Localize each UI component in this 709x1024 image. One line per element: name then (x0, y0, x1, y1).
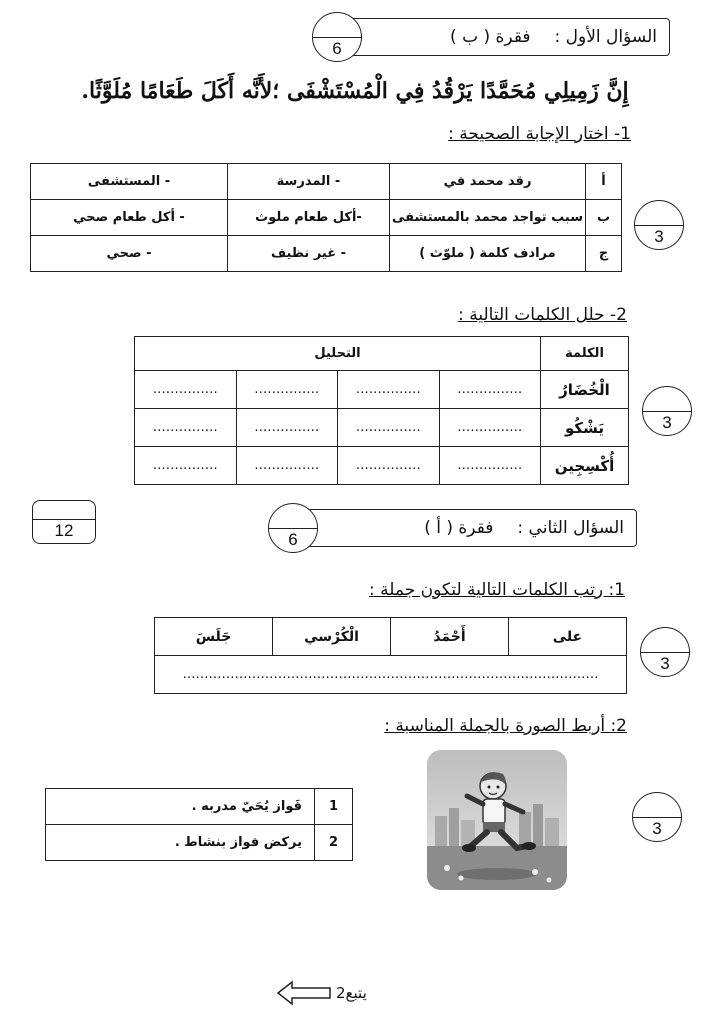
section-3-score: 3 (640, 627, 690, 677)
table-row (135, 371, 629, 409)
option-1[interactable]: - المدرسة (228, 164, 390, 200)
question-2-part: فقرة ( أ ) (424, 518, 494, 538)
section-1-score: 3 (634, 200, 684, 250)
continue-indicator[interactable] (276, 980, 367, 1006)
sentence-text[interactable]: يركض فواز بنشاط . (46, 825, 315, 861)
section-1-heading: 1- اختار الإجابة الصحيحة : (448, 124, 631, 144)
answer-blank[interactable]: …………… (135, 447, 237, 485)
continue-label: يتبع2 (336, 984, 367, 1002)
answer-blank[interactable]: …………… (236, 409, 338, 447)
question-1-part: فقرة ( ب ) (450, 27, 531, 47)
total-score: 12 (32, 500, 96, 544)
word-cell: الْخُضَارُ (541, 371, 629, 409)
reading-passage: إِنَّ زَمِيلِي مُحَمَّدًا يَرْقُدُ فِي الْمُسْتَشْفَى ؛لأَنَّه أَكَلَ طَعَامًا مُلَوَّثًا. (81, 78, 629, 104)
section-2-score: 3 (642, 386, 692, 436)
question-text: رقد محمد في (390, 164, 586, 200)
analysis-table (134, 336, 629, 485)
answer-blank[interactable]: …………… (135, 409, 237, 447)
mcq-table (30, 163, 622, 272)
question-text: مرادف كلمة ( ملوّث ) (390, 236, 586, 272)
answer-blank[interactable]: …………… (439, 447, 541, 485)
table-row (46, 789, 353, 825)
row-letter: ب (586, 200, 622, 236)
option-1[interactable]: -أكل طعام ملوث (228, 200, 390, 236)
column-analysis-header: التحليل (135, 337, 541, 371)
answer-blank[interactable]: …………… (135, 371, 237, 409)
table-row (135, 409, 629, 447)
table-row (31, 236, 622, 272)
question-2-header (300, 509, 637, 547)
question-1-score: 6 (312, 12, 362, 62)
running-boy-picture[interactable] (427, 750, 567, 890)
question-1-header (340, 18, 670, 56)
section-3-heading: 1: رتب الكلمات التالية لتكون جملة : (369, 580, 625, 600)
table-row (135, 447, 629, 485)
matching-table (45, 788, 353, 861)
table-row (135, 337, 629, 371)
table-row (31, 164, 622, 200)
question-2-title: السؤال الثاني : (517, 518, 624, 538)
word-cell[interactable]: الْكُرْسي (273, 618, 391, 656)
word-cell: أُكْسِجِين (541, 447, 629, 485)
question-text: سبب تواجد محمد بالمستشفى (390, 200, 586, 236)
option-2[interactable]: - أكل طعام صحي (31, 200, 228, 236)
table-row (31, 200, 622, 236)
table-row (155, 656, 627, 694)
word-cell[interactable]: على (509, 618, 627, 656)
word-cell: يَشْكُو (541, 409, 629, 447)
row-letter: أ (586, 164, 622, 200)
left-arrow-icon (276, 980, 332, 1006)
ordering-table (154, 617, 627, 694)
sentence-number: 1 (315, 789, 353, 825)
sentence-text[interactable]: فَواز يُحَيّ مدربه . (46, 789, 315, 825)
option-2[interactable]: - صحي (31, 236, 228, 272)
question-1-title: السؤال الأول : (554, 27, 657, 47)
option-1[interactable]: - غير نظيف (228, 236, 390, 272)
question-2-score: 6 (268, 503, 318, 553)
word-cell[interactable]: جَلَسَ (155, 618, 273, 656)
answer-blank[interactable]: …………… (338, 371, 440, 409)
section-4-heading: 2: أربط الصورة بالجملة المناسبة : (384, 716, 627, 736)
answer-blank[interactable]: …………… (236, 371, 338, 409)
table-row (46, 825, 353, 861)
word-cell[interactable]: أَحْمَدُ (391, 618, 509, 656)
answer-blank[interactable]: …………… (439, 409, 541, 447)
answer-blank[interactable]: …………… (236, 447, 338, 485)
answer-blank[interactable]: …………… (338, 447, 440, 485)
option-2[interactable]: - المستشفى (31, 164, 228, 200)
answer-blank[interactable]: …………… (439, 371, 541, 409)
table-row (155, 618, 627, 656)
row-letter: ج (586, 236, 622, 272)
section-2-heading: 2- حلل الكلمات التالية : (458, 305, 627, 325)
section-4-score: 3 (632, 792, 682, 842)
sentence-number: 2 (315, 825, 353, 861)
column-word-header: الكلمة (541, 337, 629, 371)
answer-line[interactable]: …………………………………………………………………………………… (155, 656, 627, 694)
answer-blank[interactable]: …………… (338, 409, 440, 447)
